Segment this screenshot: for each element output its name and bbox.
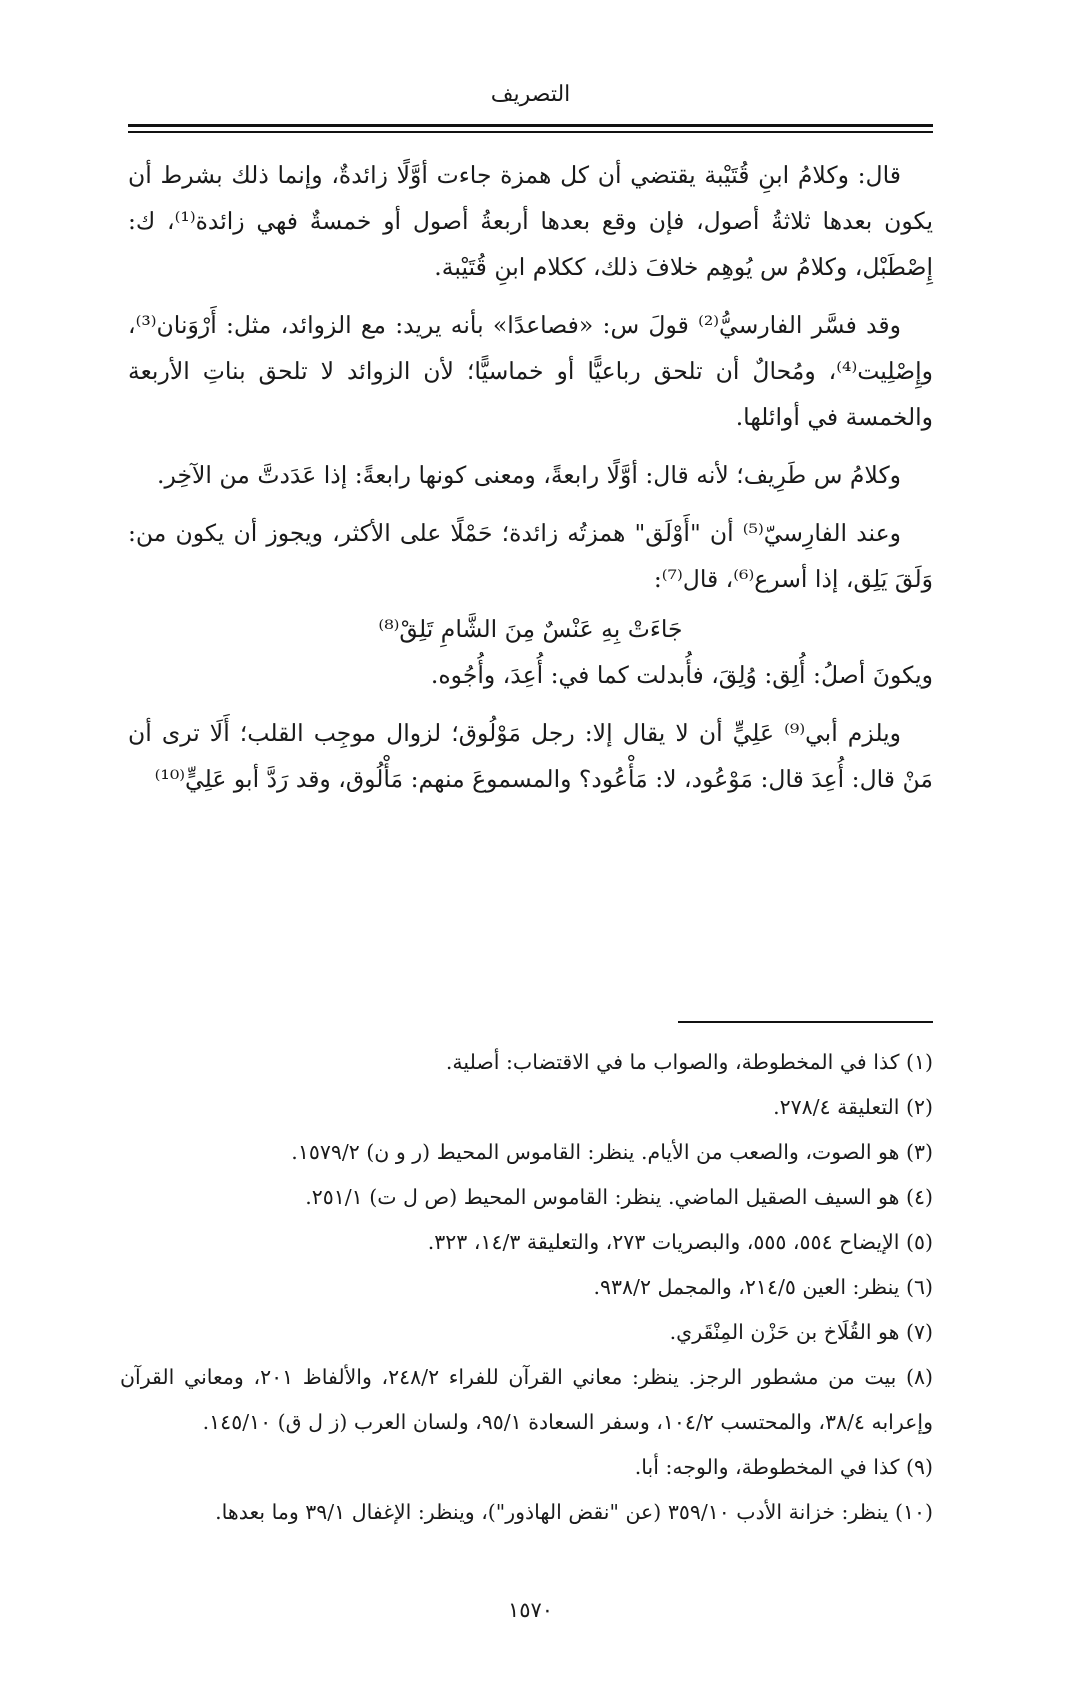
footnote: (٢) التعليقة ٢٧٨/٤. [773, 1095, 933, 1119]
footnote: (١٠) ينظر: خزانة الأدب ٣٥٩/١٠ (عن "نقض الهاذور")، وينظر: الإغفال ٣٩/١ وما بعدها. [215, 1500, 933, 1524]
footnote: (١) كذا في المخطوطة، والصواب ما في الاقتضاب: أصلية. [445, 1050, 933, 1074]
paragraph: ويكونَ أصلُ: أُلِق: وُلِقَ، فأُبدلت كما في: أُعِدَ، وأُجُوه. [430, 661, 933, 689]
footnote: (٧) هو القُلَاخ بن حَزْن المِنْقَري. [669, 1320, 933, 1344]
footnote-separator [678, 1021, 933, 1023]
footnote: (٨) بيت من مشطور الرجز. ينظر: معاني القرآن للفراء ٢٤٨/٢، والألفاظ ٢٠١، ومعاني القرآن وإعرابه ٣٨/٤، والمحتسب ١٠٤/٢، وسفر السعادة ٩٥/١، ولسان العرب (ز ل ق) ١٤٥/١٠. [120, 1365, 933, 1434]
header-rule-thick [128, 124, 933, 127]
footnote: (٤) هو السيف الصقيل الماضي. ينظر: القاموس المحيط (ص ل ت) ٢٥١/١. [305, 1185, 933, 1209]
footnote: (٦) ينظر: العين ٢١٤/٥، والمجمل ٩٣٨/٢. [593, 1275, 933, 1299]
running-header: التصريف [490, 82, 571, 107]
paragraph: وكلامُ س طَرِيف؛ لأنه قال: أوَّلًا رابعةً، ومعنى كونها رابعةً: إذا عَدَدتَّ من الآخِر. [157, 461, 901, 489]
footnote: (٩) كذا في المخطوطة، والوجه: أبا. [634, 1455, 933, 1479]
footnotes [120, 1040, 933, 1535]
paragraph: ويلزم أبي⁽⁹⁾ عَلِيٍّ أن لا يقال إلا: رجل مَوْلُوق؛ لزوال موجِب القلب؛ أَلَا ترى أن مَنْ قال: أُعِدَ قال: مَوْعُود، لا: مَأْعُود؟ والمسموعَ منهم: مَأْلُوق، وقد رَدَّ أبو عَلِيٍّ⁽¹⁰⁾ [128, 719, 933, 793]
header-rule-thin [128, 131, 933, 133]
footnote: (٥) الإيضاح ٥٥٤، ٥٥٥، والبصريات ٢٧٣، والتعليقة ١٤/٣، ٣٢٣. [427, 1230, 933, 1254]
paragraph: وقد فسَّر الفارسيُّ⁽²⁾ قولَ س: «فصاعدًا» بأنه يريد: مع الزوائد، مثل: أَرْوَنان⁽³⁾، وإِصْلِيت⁽⁴⁾، ومُحالٌ أن تلحق رباعيًّا أو خماسيًّا؛ لأن الزوائد لا تلحق بناتِ الأربعة والخمسة في أوائلها. [128, 311, 933, 431]
paragraph: قال: وكلامُ ابنِ قُتَيْبة يقتضي أن كل همزة جاءت أوَّلًا زائدةٌ، وإنما ذلك بشرط أن يكون بعدها ثلاثةُ أصول، فإن وقع بعدها أربعةُ أصول أو خمسةٌ فهي زائدة⁽¹⁾، ك: إِصْطَبْل، وكلامُ س يُوهِم خلافَ ذلك، ككلام ابنِ قُتَيْبة. [128, 161, 933, 281]
paragraph: وعند الفارِسيّ⁽⁵⁾ أن "أَوْلَق" همزتُه زائدة؛ حَمْلًا على الأكثر، ويجوز أن يكون من: وَلَقَ يَلِق، إذا أسرع⁽⁶⁾، قال⁽⁷⁾: [128, 519, 933, 593]
footnote: (٣) هو الصوت، والصعب من الأيام. ينظر: القاموس المحيط (ر و ن) ١٥٧٩/٢. [291, 1140, 933, 1164]
page-number: ١٥٧٠ [507, 1598, 554, 1622]
verse-line: جَاءَتْ بِهِ عَنْسٌ مِنَ الشَّامِ تَلِقْ⁽⁸⁾ [378, 615, 683, 643]
main-text [128, 152, 933, 814]
